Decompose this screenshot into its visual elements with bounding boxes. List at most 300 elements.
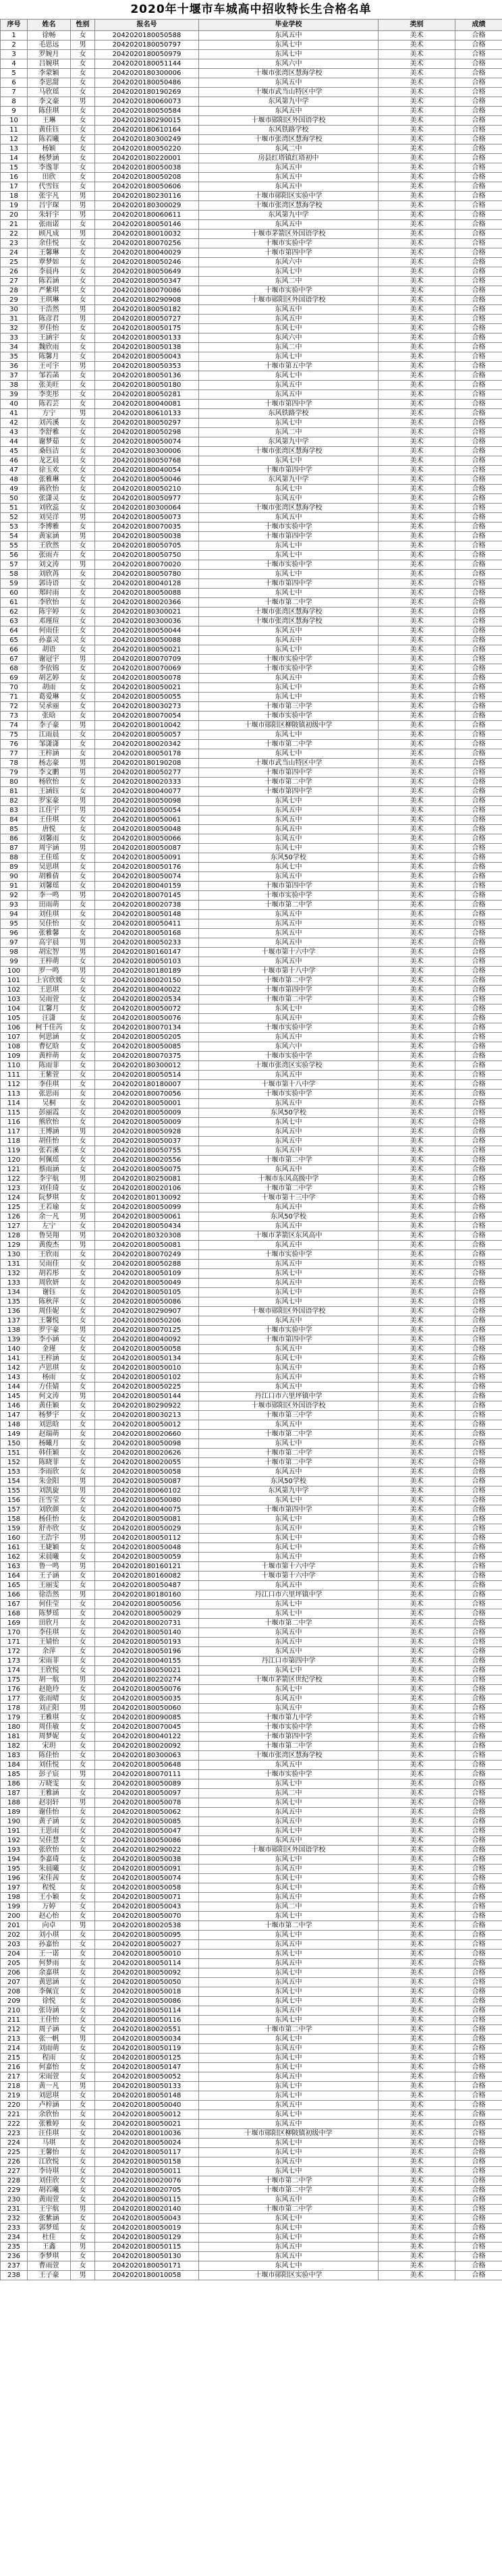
table-row bbox=[1, 1156, 502, 1165]
cell-gender: 男 bbox=[71, 948, 95, 957]
cell-name: 黄雨萱 bbox=[28, 2195, 71, 2205]
cell-category: 美术 bbox=[379, 1231, 455, 1241]
cell-gender: 女 bbox=[71, 504, 95, 513]
cell-index: 20 bbox=[1, 211, 28, 220]
cell-school: 十堰市第四中学 bbox=[199, 787, 379, 797]
table-row bbox=[1, 97, 502, 107]
cell-school: 十堰市第九中学 bbox=[199, 1713, 379, 1723]
cell-gender: 女 bbox=[71, 579, 95, 589]
cell-index: 91 bbox=[1, 882, 28, 891]
cell-registration-number: 2042020180050085 bbox=[95, 1042, 199, 1052]
cell-category: 美术 bbox=[379, 1042, 455, 1052]
table-row bbox=[1, 267, 502, 277]
cell-school: 东风七中 bbox=[199, 1997, 379, 2006]
cell-school: 东风五中 bbox=[199, 1099, 379, 1108]
cell-name: 马欣瑶 bbox=[28, 88, 71, 97]
table-row bbox=[1, 1193, 502, 1203]
cell-category: 美术 bbox=[379, 78, 455, 88]
cell-name: 黄俊杰 bbox=[28, 1241, 71, 1250]
cell-gender: 女 bbox=[71, 1118, 95, 1127]
cell-school: 东风五中 bbox=[199, 2044, 379, 2054]
cell-school: 东风第九中学 bbox=[199, 1486, 379, 1496]
cell-gender: 女 bbox=[71, 712, 95, 721]
table-row bbox=[1, 1401, 502, 1411]
cell-school: 十堰市第二中学 bbox=[199, 740, 379, 749]
cell-result: 合格 bbox=[455, 2063, 502, 2072]
cell-gender: 女 bbox=[71, 1836, 95, 1846]
cell-registration-number: 2042020180040054 bbox=[95, 466, 199, 475]
cell-index: 209 bbox=[1, 1997, 28, 2006]
table-row bbox=[1, 1581, 502, 1590]
cell-result: 合格 bbox=[455, 1855, 502, 1864]
cell-gender: 女 bbox=[71, 267, 95, 277]
cell-name: 吴佳慧 bbox=[28, 1836, 71, 1846]
cell-index: 27 bbox=[1, 277, 28, 286]
cell-result: 合格 bbox=[455, 2091, 502, 2101]
cell-gender: 女 bbox=[71, 957, 95, 967]
cell-school: 东风七中 bbox=[199, 749, 379, 759]
cell-category: 美术 bbox=[379, 1004, 455, 1014]
cell-gender: 男 bbox=[71, 192, 95, 201]
cell-result: 合格 bbox=[455, 267, 502, 277]
table-row bbox=[1, 1543, 502, 1553]
cell-result: 合格 bbox=[455, 305, 502, 315]
cell-index: 184 bbox=[1, 1761, 28, 1770]
cell-registration-number: 2042020180040029 bbox=[95, 248, 199, 258]
cell-gender: 女 bbox=[71, 1751, 95, 1761]
cell-registration-number: 2042020180050233 bbox=[95, 938, 199, 948]
cell-registration-number: 2042020180050043 bbox=[95, 352, 199, 362]
cell-name: 胡雨 bbox=[28, 683, 71, 693]
cell-index: 19 bbox=[1, 201, 28, 211]
cell-category: 美术 bbox=[379, 1855, 455, 1864]
cell-gender: 男 bbox=[71, 938, 95, 948]
cell-name: 郭梦瑶 bbox=[28, 2224, 71, 2233]
table-row bbox=[1, 1817, 502, 1827]
cell-result: 合格 bbox=[455, 579, 502, 589]
cell-name: 舒亦欣 bbox=[28, 1524, 71, 1534]
cell-name: 张雨晴 bbox=[28, 1694, 71, 1704]
cell-category: 美术 bbox=[379, 494, 455, 504]
cell-registration-number: 2042020180050029 bbox=[95, 1524, 199, 1534]
cell-result: 合格 bbox=[455, 948, 502, 957]
cell-school: 东风50学校 bbox=[199, 853, 379, 863]
table-row bbox=[1, 2129, 502, 2139]
cell-name: 陈晓菲 bbox=[28, 1458, 71, 1468]
table-row bbox=[1, 1335, 502, 1345]
cell-gender: 女 bbox=[71, 286, 95, 296]
cell-gender: 女 bbox=[71, 2195, 95, 2205]
cell-index: 42 bbox=[1, 419, 28, 428]
cell-index: 52 bbox=[1, 513, 28, 522]
cell-school: 东风七中 bbox=[199, 1534, 379, 1543]
table-row bbox=[1, 2044, 502, 2054]
cell-school: 十堰市张湾区慧海学校 bbox=[199, 1751, 379, 1761]
cell-gender: 男 bbox=[71, 1562, 95, 1572]
table-row bbox=[1, 504, 502, 513]
cell-registration-number: 2042020180050009 bbox=[95, 1108, 199, 1118]
cell-registration-number: 2042020180050102 bbox=[95, 1373, 199, 1383]
cell-result: 合格 bbox=[455, 541, 502, 551]
cell-school: 东风七中 bbox=[199, 267, 379, 277]
cell-category: 美术 bbox=[379, 1241, 455, 1250]
cell-school: 十堰市第二中学 bbox=[199, 1156, 379, 1165]
cell-index: 137 bbox=[1, 1316, 28, 1326]
cell-name: 李思甜 bbox=[28, 78, 71, 88]
table-row bbox=[1, 778, 502, 787]
cell-name: 李佳琪 bbox=[28, 1080, 71, 1090]
cell-name: 方佳婧 bbox=[28, 1383, 71, 1392]
table-row bbox=[1, 362, 502, 371]
cell-result: 合格 bbox=[455, 2054, 502, 2063]
cell-index: 213 bbox=[1, 2035, 28, 2044]
table-row bbox=[1, 41, 502, 50]
cell-registration-number: 2042020180180189 bbox=[95, 967, 199, 976]
table-row bbox=[1, 1978, 502, 1987]
cell-index: 69 bbox=[1, 674, 28, 683]
cell-result: 合格 bbox=[455, 1071, 502, 1080]
cell-school: 十堰市张湾区实验学校 bbox=[199, 1061, 379, 1071]
cell-index: 106 bbox=[1, 1023, 28, 1033]
cell-registration-number: 2042020180050038 bbox=[95, 163, 199, 173]
cell-registration-number: 2042020180050117 bbox=[95, 2148, 199, 2157]
cell-school: 东风七中 bbox=[199, 645, 379, 655]
cell-category: 美术 bbox=[379, 1742, 455, 1751]
cell-name: 徐悦 bbox=[28, 1997, 71, 2006]
cell-registration-number: 2042020180160082 bbox=[95, 1572, 199, 1581]
cell-registration-number: 2042020180180007 bbox=[95, 1080, 199, 1090]
cell-category: 美术 bbox=[379, 712, 455, 721]
cell-registration-number: 2042020180230116 bbox=[95, 192, 199, 201]
cell-index: 108 bbox=[1, 1042, 28, 1052]
cell-registration-number: 2042020180050147 bbox=[95, 2063, 199, 2072]
cell-category: 美术 bbox=[379, 371, 455, 381]
cell-school: 东风五中 bbox=[199, 513, 379, 522]
cell-registration-number: 2042020180050061 bbox=[95, 1212, 199, 1222]
cell-index: 97 bbox=[1, 938, 28, 948]
cell-gender: 女 bbox=[71, 1968, 95, 1978]
cell-result: 合格 bbox=[455, 1269, 502, 1279]
table-row bbox=[1, 286, 502, 296]
cell-registration-number: 2042020180050048 bbox=[95, 1543, 199, 1553]
cell-name: 万晓雯 bbox=[28, 1779, 71, 1789]
cell-gender: 女 bbox=[71, 2233, 95, 2243]
cell-registration-number: 2042020180070020 bbox=[95, 560, 199, 570]
cell-gender: 女 bbox=[71, 2016, 95, 2025]
cell-result: 合格 bbox=[455, 1968, 502, 1978]
cell-index: 158 bbox=[1, 1515, 28, 1524]
cell-school: 十堰市实验中学 bbox=[199, 655, 379, 664]
cell-school: 东风五中 bbox=[199, 1581, 379, 1590]
table-row bbox=[1, 806, 502, 815]
cell-result: 合格 bbox=[455, 494, 502, 504]
cell-category: 美术 bbox=[379, 2101, 455, 2110]
cell-gender: 男 bbox=[71, 967, 95, 976]
cell-category: 美术 bbox=[379, 551, 455, 560]
cell-school: 东风七中 bbox=[199, 1297, 379, 1307]
cell-index: 206 bbox=[1, 1968, 28, 1978]
cell-registration-number: 2042020180020150 bbox=[95, 976, 199, 986]
cell-gender: 女 bbox=[71, 1543, 95, 1553]
cell-gender: 女 bbox=[71, 1279, 95, 1288]
cell-registration-number: 2042020180050206 bbox=[95, 1316, 199, 1326]
cell-category: 美术 bbox=[379, 1383, 455, 1392]
table-row bbox=[1, 2072, 502, 2082]
table-row bbox=[1, 1042, 502, 1052]
table-row bbox=[1, 2261, 502, 2271]
cell-index: 156 bbox=[1, 1496, 28, 1505]
cell-school: 十堰市郧阳区外国语学校 bbox=[199, 1846, 379, 1855]
table-row bbox=[1, 1666, 502, 1675]
table-row bbox=[1, 2120, 502, 2129]
cell-registration-number: 2042020180050060 bbox=[95, 1704, 199, 1713]
cell-name: 王一诺 bbox=[28, 1950, 71, 1959]
cell-index: 159 bbox=[1, 1524, 28, 1534]
cell-name: 江馨月 bbox=[28, 1004, 71, 1014]
cell-category: 美术 bbox=[379, 560, 455, 570]
cell-registration-number: 2042020180060102 bbox=[95, 1486, 199, 1496]
cell-category: 美术 bbox=[379, 305, 455, 315]
cell-category: 美术 bbox=[379, 1883, 455, 1893]
cell-category: 美术 bbox=[379, 1288, 455, 1297]
cell-registration-number: 2042020180050148 bbox=[95, 2091, 199, 2101]
cell-gender: 女 bbox=[71, 447, 95, 456]
cell-registration-number: 2042020180040155 bbox=[95, 1657, 199, 1666]
cell-name: 黄一凡 bbox=[28, 2082, 71, 2091]
cell-school: 东风七中 bbox=[199, 683, 379, 693]
table-row bbox=[1, 2101, 502, 2110]
table-row bbox=[1, 1411, 502, 1420]
cell-result: 合格 bbox=[455, 504, 502, 513]
cell-result: 合格 bbox=[455, 69, 502, 78]
cell-category: 美术 bbox=[379, 626, 455, 636]
cell-category: 美术 bbox=[379, 2271, 455, 2280]
cell-category: 美术 bbox=[379, 1279, 455, 1288]
table-row bbox=[1, 333, 502, 343]
cell-result: 合格 bbox=[455, 2072, 502, 2082]
cell-index: 35 bbox=[1, 352, 28, 362]
cell-category: 美术 bbox=[379, 2233, 455, 2243]
cell-index: 195 bbox=[1, 1864, 28, 1874]
table-body bbox=[1, 31, 502, 2280]
table-row bbox=[1, 447, 502, 456]
cell-gender: 女 bbox=[71, 78, 95, 88]
cell-gender: 女 bbox=[71, 1014, 95, 1023]
table-row bbox=[1, 1392, 502, 1401]
cell-name: 李雨欣 bbox=[28, 1468, 71, 1477]
cell-registration-number: 2042020180610133 bbox=[95, 409, 199, 419]
cell-gender: 女 bbox=[71, 1297, 95, 1307]
cell-registration-number: 2042020180020534 bbox=[95, 995, 199, 1004]
cell-school: 东风五中 bbox=[199, 1704, 379, 1713]
table-row bbox=[1, 645, 502, 655]
cell-gender: 男 bbox=[71, 97, 95, 107]
cell-index: 154 bbox=[1, 1477, 28, 1486]
cell-name: 王小颖 bbox=[28, 1893, 71, 1902]
cell-category: 美术 bbox=[379, 1269, 455, 1279]
cell-school: 十堰市武当山特区中学 bbox=[199, 88, 379, 97]
cell-result: 合格 bbox=[455, 740, 502, 749]
table-row bbox=[1, 797, 502, 806]
cell-school: 东风五中 bbox=[199, 1383, 379, 1392]
table-row bbox=[1, 608, 502, 617]
table-row bbox=[1, 560, 502, 570]
cell-gender: 女 bbox=[71, 1808, 95, 1817]
table-row bbox=[1, 513, 502, 522]
cell-registration-number: 2042020180050059 bbox=[95, 1553, 199, 1562]
cell-gender: 女 bbox=[71, 1997, 95, 2006]
cell-name: 孙嘉怡 bbox=[28, 1940, 71, 1950]
cell-name: 李佳琪 bbox=[28, 1628, 71, 1638]
cell-gender: 女 bbox=[71, 1354, 95, 1364]
cell-gender: 女 bbox=[71, 437, 95, 447]
cell-registration-number: 2042020180050208 bbox=[95, 173, 199, 182]
cell-gender: 女 bbox=[71, 1193, 95, 1203]
cell-school: 东风七中 bbox=[199, 2063, 379, 2072]
cell-gender: 女 bbox=[71, 1108, 95, 1118]
cell-category: 美术 bbox=[379, 485, 455, 494]
cell-category: 美术 bbox=[379, 1685, 455, 1694]
cell-name: 蒋欣怡 bbox=[28, 485, 71, 494]
cell-result: 合格 bbox=[455, 1505, 502, 1515]
cell-registration-number: 2042020180050649 bbox=[95, 267, 199, 277]
cell-result: 合格 bbox=[455, 532, 502, 541]
cell-name: 胡艺婷 bbox=[28, 674, 71, 683]
cell-school: 东风五中 bbox=[199, 1014, 379, 1023]
cell-school: 东风六中 bbox=[199, 333, 379, 343]
cell-school: 十堰市第四中学 bbox=[199, 1335, 379, 1345]
cell-result: 合格 bbox=[455, 844, 502, 853]
cell-index: 87 bbox=[1, 844, 28, 853]
cell-school: 十堰市第二中学 bbox=[199, 1430, 379, 1439]
cell-school: 东风50学校 bbox=[199, 1212, 379, 1222]
cell-school: 东风七中 bbox=[199, 50, 379, 59]
cell-name: 黄思涵 bbox=[28, 1978, 71, 1987]
cell-registration-number: 2042020180050297 bbox=[95, 419, 199, 428]
cell-index: 186 bbox=[1, 1779, 28, 1789]
cell-registration-number: 2042020180050112 bbox=[95, 1534, 199, 1543]
cell-index: 183 bbox=[1, 1751, 28, 1761]
cell-school: 东风七中 bbox=[199, 2167, 379, 2176]
cell-school: 东风五中 bbox=[199, 107, 379, 116]
cell-category: 美术 bbox=[379, 1761, 455, 1770]
cell-index: 51 bbox=[1, 504, 28, 513]
cell-name: 刘欣苒 bbox=[28, 570, 71, 579]
cell-registration-number: 2042020180050058 bbox=[95, 1883, 199, 1893]
cell-registration-number: 2042020180050081 bbox=[95, 1515, 199, 1524]
cell-gender: 女 bbox=[71, 144, 95, 154]
cell-gender: 女 bbox=[71, 2157, 95, 2167]
table-row bbox=[1, 693, 502, 702]
cell-result: 合格 bbox=[455, 872, 502, 882]
cell-school: 东风七中 bbox=[199, 324, 379, 333]
cell-index: 201 bbox=[1, 1921, 28, 1931]
cell-category: 美术 bbox=[379, 2110, 455, 2120]
cell-registration-number: 2042020180050411 bbox=[95, 919, 199, 929]
cell-name: 魏欣雨 bbox=[28, 343, 71, 352]
cell-category: 美术 bbox=[379, 1156, 455, 1165]
cell-name: 王馨怡 bbox=[28, 2148, 71, 2157]
cell-index: 160 bbox=[1, 1534, 28, 1543]
cell-school: 东风五中 bbox=[199, 1345, 379, 1354]
cell-name: 张诗涵 bbox=[28, 2006, 71, 2016]
cell-school: 东风五中 bbox=[199, 1279, 379, 1288]
cell-school: 东风五中 bbox=[199, 1836, 379, 1846]
cell-registration-number: 2042020180050103 bbox=[95, 957, 199, 967]
cell-gender: 女 bbox=[71, 2120, 95, 2129]
cell-name: 李文豪 bbox=[28, 97, 71, 107]
cell-category: 美术 bbox=[379, 362, 455, 371]
cell-category: 美术 bbox=[379, 126, 455, 135]
table-row bbox=[1, 967, 502, 976]
cell-index: 215 bbox=[1, 2054, 28, 2063]
cell-index: 130 bbox=[1, 1250, 28, 1260]
cell-school: 十堰市第四中学 bbox=[199, 882, 379, 891]
cell-registration-number: 2042020180610164 bbox=[95, 126, 199, 135]
cell-registration-number: 2042020180050049 bbox=[95, 1279, 199, 1288]
cell-school: 东风五中 bbox=[199, 163, 379, 173]
cell-category: 美术 bbox=[379, 230, 455, 239]
cell-registration-number: 2042020180050095 bbox=[95, 1931, 199, 1940]
cell-gender: 女 bbox=[71, 2252, 95, 2261]
cell-index: 163 bbox=[1, 1562, 28, 1572]
cell-result: 合格 bbox=[455, 2006, 502, 2016]
table-row bbox=[1, 740, 502, 749]
table-row bbox=[1, 400, 502, 409]
table-row bbox=[1, 1950, 502, 1959]
cell-result: 合格 bbox=[455, 995, 502, 1004]
cell-index: 157 bbox=[1, 1505, 28, 1515]
cell-category: 美术 bbox=[379, 1940, 455, 1950]
cell-school: 东风五中 bbox=[199, 1647, 379, 1657]
table-row bbox=[1, 1420, 502, 1430]
cell-gender: 女 bbox=[71, 2148, 95, 2157]
cell-category: 美术 bbox=[379, 2195, 455, 2205]
cell-registration-number: 2042020180050136 bbox=[95, 371, 199, 381]
cell-category: 美术 bbox=[379, 901, 455, 910]
cell-name: 胡雅倩 bbox=[28, 872, 71, 882]
cell-name: 孙嘉灵 bbox=[28, 636, 71, 645]
table-row bbox=[1, 1713, 502, 1723]
cell-result: 合格 bbox=[455, 31, 502, 41]
cell-name: 吴佳怡 bbox=[28, 919, 71, 929]
table-row bbox=[1, 1222, 502, 1231]
cell-result: 合格 bbox=[455, 1449, 502, 1458]
cell-gender: 女 bbox=[71, 2186, 95, 2195]
cell-registration-number: 2042020180040092 bbox=[95, 1335, 199, 1345]
table-row bbox=[1, 31, 502, 41]
cell-registration-number: 2042020180090085 bbox=[95, 1713, 199, 1723]
table-row bbox=[1, 154, 502, 163]
cell-category: 美术 bbox=[379, 504, 455, 513]
cell-category: 美术 bbox=[379, 381, 455, 390]
cell-category: 美术 bbox=[379, 1127, 455, 1137]
cell-gender: 女 bbox=[71, 2176, 95, 2186]
cell-school: 东风七中 bbox=[199, 2110, 379, 2120]
cell-result: 合格 bbox=[455, 863, 502, 872]
cell-gender: 女 bbox=[71, 929, 95, 938]
cell-gender: 女 bbox=[71, 1628, 95, 1638]
cell-category: 美术 bbox=[379, 721, 455, 730]
cell-result: 合格 bbox=[455, 381, 502, 390]
cell-gender: 女 bbox=[71, 1090, 95, 1099]
cell-index: 46 bbox=[1, 456, 28, 466]
cell-school: 东风五中 bbox=[199, 1959, 379, 1968]
cell-result: 合格 bbox=[455, 59, 502, 69]
cell-result: 合格 bbox=[455, 1515, 502, 1524]
cell-result: 合格 bbox=[455, 1383, 502, 1392]
cell-name: 周佳敏 bbox=[28, 1723, 71, 1732]
